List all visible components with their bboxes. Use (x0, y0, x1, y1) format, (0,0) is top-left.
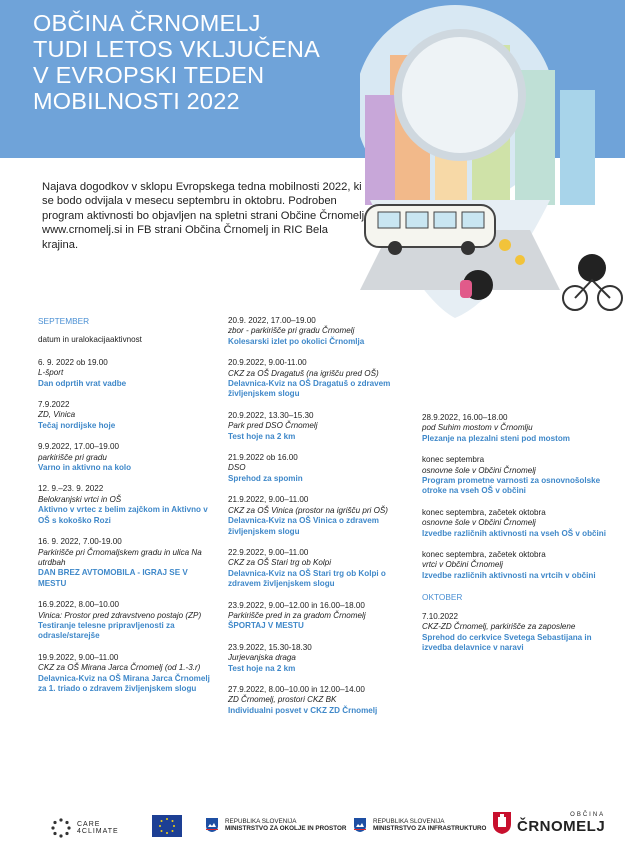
crnomelj-coat-of-arms-icon (492, 811, 512, 835)
event-item: 23.9.2022, 15.30-18.30 Jurjevanjska draga Test hoje na 2 km (228, 642, 312, 673)
event-item: 21.9.2022, 9.00–11.00 CKZ za OŠ Vinica (prostor na igrišču pri OŠ) Delavnica-Kviz na OŠ Vinica o zdravem življenjskem slogu (228, 495, 388, 536)
event-item: konec septembra, začetek oktobra osnovne šole v Občini Črnomelj Izvedbe različnih aktivnosti na vseh OŠ v občini (422, 507, 606, 538)
slovenia-coat-of-arms-icon (205, 817, 219, 833)
care4climate-logo: CARE 4CLIMATE (50, 817, 119, 839)
event-item: 19.9.2022, 9.00–11.00 CKZ za OŠ Mirana Jarca Črnomelj (od 1.-3.r) Delavnica-Kviz na OŠ Mirana Jarca Črnomelj za 1. triado o zdravem življenjskem slogu (38, 652, 210, 693)
event-item: 22.9.2022, 9.00–11.00 CKZ za OŠ Stari trg ob Kolpi Delavnica-Kviz na OŠ Stari trg ob Kolpi o zdravem življenjskem slogu (228, 547, 386, 589)
month-heading-september: SEPTEMBER (38, 316, 90, 326)
care4climate-icon (50, 817, 72, 839)
event-item: 20.9.2022, 9.00-11.00 CKZ za OŠ Dragatuš (na igrišču pred OŠ) Delavnica-Kviz na OŠ Dragatuš o zdravem življenjskem slogu (228, 358, 391, 399)
event-item: 21.9.2022 ob 16.00 DSO Sprehod za spomin (228, 453, 303, 483)
eu-flag-icon (152, 815, 182, 837)
event-item: 9.9.2022, 17.00–19.00 parkirišče pri gradu Varno in aktivno na kolo (38, 442, 132, 473)
obcina-crnomelj-logo: OBČINA ČRNOMELJ (492, 811, 605, 835)
scooter-rider-icon (499, 239, 511, 251)
column-september-2 (228, 316, 408, 727)
event-item: 23.9.2022, 9.00–12.00 in 16.00–18.00 Parkirišče pred in za gradom Črnomelj ŠPORTAJ V MESTU (228, 600, 366, 631)
intro-text: Najava dogodkov v sklopu Evropskega tedna mobilnosti 2022, ki se bodo odvijala v mesecu septembru in oktobru. Podroben program aktivnosti bo objavljen na spletni strani Občine Črnomelj www.crnomelj.si in FB strani Občina Črnomelj in RIC Bela krajina. (42, 181, 365, 251)
event-item: 20.9. 2022, 17.00–19.00 zbor - parkirišče pri gradu Črnomelj Kolesarski izlet po okolici Črnomlja (228, 316, 365, 346)
event-item: 12. 9.–23. 9. 2022 Belokranjski vrtci in OŠ Aktivno v vrtec z belim zajčkom in Aktivno v OŠ s kokoško Rozi (38, 484, 208, 525)
event-item: 7.10.2022 CKZ-ZD Črnomelj, parkirišče za zaposlene Sprehod do cerkvice Svetega Sebastijana in izvedba delavnice v naravi (422, 611, 592, 652)
poster-title: OBČINA ČRNOMELJ TUDI LETOS VKLJUČENA V EVROPSKI TEDEN MOBILNOSTI 2022 (33, 10, 320, 114)
event-item: 16. 9. 2022, 7.00-19.00 Parkirišče pri Črnomaljskem gradu in ulica Na utrdbah DAN BREZ AVTOMOBILA - IGRAJ SE V MESTU (38, 537, 202, 588)
eu-flag-logo (152, 815, 182, 837)
event-item: 6. 9. 2022 ob 19.00 L-šport Dan odprtih vrat vadbe (38, 357, 127, 388)
column-late-september-october (422, 413, 607, 664)
ministry-infrastructure-logo: REPUBLIKA SLOVENIJA MINISTRSTVO ZA INFRASTRUKTURO (353, 817, 486, 833)
event-item: 20.9.2022, 13.30–15.30 Park pred DSO Črnomelj Test hoje na 2 km (228, 410, 318, 441)
footer-logos (0, 805, 625, 860)
legend-note: datum in uralokacijaaktivnost (38, 335, 142, 345)
cyclist-icon (578, 254, 606, 282)
mobility-illustration (360, 0, 625, 320)
column-september (38, 316, 218, 705)
event-item: 7.9.2022 ZD, Vinica Tečaj nordijske hoje (38, 400, 116, 430)
event-item: konec septembra, začetek oktobra vrtci v Občini Črnomelj Izvedbe različnih aktivnosti na vrtcih v občini (422, 550, 596, 580)
event-item: 27.9.2022, 8.00–10.00 in 12.00–14.00 ZD Črnomelj, prostori CKZ BK Individualni posvet v CKZ ZD Črnomelj (228, 684, 378, 715)
slovenia-coat-of-arms-icon (353, 817, 367, 833)
event-item: 16.9.2022, 8.00–10.00 Vinica: Prostor pred zdravstveno postajo (ZP) Testiranje telesne pripravljenosti za odrasle/starejše (38, 600, 202, 641)
event-item: 28.9.2022, 16.00–18.00 pod Suhim mostom v Črnomlju Plezanje na plezalni steni pod mostom (422, 413, 570, 443)
event-item: konec septembra osnovne šole v Občini Črnomelj Program prometne varnosti za osnovnošolske otroke na vseh OŠ v občini (422, 455, 601, 496)
month-heading-october: OKTOBER (422, 592, 463, 603)
ministry-environment-logo: REPUBLIKA SLOVENIJA MINISTRSTVO ZA OKOLJE IN PROSTOR (205, 817, 346, 833)
magnifier-lens-icon (398, 33, 522, 157)
